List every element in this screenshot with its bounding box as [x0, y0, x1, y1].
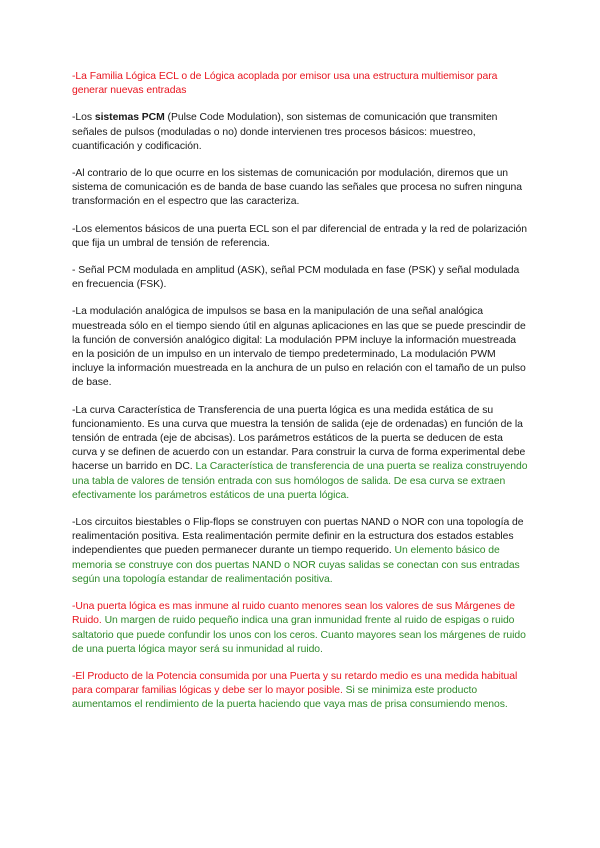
text-segment: -Los elementos básicos de una puerta ECL son el par diferencial de entrada y la red de polarización que fija un umbral de tensión de referencia.: [72, 223, 528, 249]
text-segment: -La Familia Lógica ECL o de Lógica acoplada por emisor usa una estructura multiemisor para generar nuevas entradas: [72, 71, 498, 97]
text-segment-green: Si se minimiza este producto aumentamos el rendimiento de la puerta haciendo que vaya mas de prisa consumiendo menos.: [72, 685, 508, 711]
text-segment-green: Un margen de ruido pequeño indica una gran inmunidad frente al ruido de espigas o ruido saltatorio que puede confundir los unos con los ceros. Cuanto mayores sean los márgenes de ruido de una puerta lógica mayor será su inmunidad al ruido.: [72, 615, 526, 655]
text-segment-green: La Característica de transferencia de una puerta se realiza construyendo una tabla de valores de tensión entrada con sus homólogos de salida. De esa curva se extraen efectivamente los parámetros estáticos de una puerta lógica.: [72, 461, 528, 501]
text-segment: -Los: [72, 112, 95, 124]
paragraph-ecl-elements: [72, 223, 528, 251]
paragraph-power-delay-product: [72, 670, 528, 713]
text-segment: (Pulse Code Modulation), son sistemas de comunicación que transmiten señales de pulsos (moduladas o no) donde intervienen tres procesos básicos: muestreo, cuantificación y codificación.: [72, 112, 498, 152]
paragraph-pcm-systems: [72, 111, 528, 154]
paragraph-noise-margins: [72, 600, 528, 657]
text-segment: - Señal PCM modulada en amplitud (ASK), señal PCM modulada en fase (PSK) y señal modulada en frecuencia (FSK).: [72, 265, 520, 291]
text-segment: -Los circuitos biestables o Flip-flops se construyen con puertas NAND o NOR con una topología de realimentación positiva. Esta realimentación permite definir en la estructura dos estados estables independientes que pueden permanecer durante un tiempo requerido.: [72, 517, 524, 557]
text-segment-red: -El Producto de la Potencia consumida por una Puerta y su retardo medio es una medida habitual para comparar familias lógicas y debe ser lo mayor posible.: [72, 670, 518, 697]
text-segment-red: -Una puerta lógica es mas inmune al ruido cuanto menores sean los valores de sus Márgenes de Ruido.: [72, 601, 516, 627]
paragraph-pcm-modulations: [72, 264, 528, 292]
paragraph-transfer-curve: [72, 404, 528, 503]
text-segment: -La curva Característica de Transferencia de una puerta lógica es una medida estática de su funcionamiento. Es una curva que muestra la tensión de salida (eje de ordenadas) en función de la tensión de entrada (eje de abcisas). Los parámetros estáticos de la puerta se deducen de esta curva y se definen de acuerdo con un estandar. Para construir la curva de forma experimental debe hacerse un barrido en DC.: [72, 404, 526, 473]
text-segment-green: Un elemento básico de memoria se construye con dos puertas NAND o NOR cuyas salidas se conectan con sus entradas según una topología estandar de realimentación positiva.: [72, 545, 520, 585]
paragraph-baseband: [72, 167, 528, 210]
paragraph-flip-flops: [72, 516, 528, 587]
bold-term: sistemas PCM: [94, 112, 165, 124]
text-segment: -La modulación analógica de impulsos se basa en la manipulación de una señal analógica muestreada sólo en el tiempo siendo útil en algunas aplicaciones en las que se puede prescindir de la función de conversión analógico digital: La modulación PPM incluye la información muestreada en la posición de un impulso en un intervalo de tiempo predeterminado, La modulación PWM incluye la información muestreada en la anchura de un pulso en relación con el tamaño de un pulso de base.: [72, 306, 526, 389]
paragraph-analog-pulse-modulation: [72, 305, 528, 390]
paragraph-ecl-multiemisor: [72, 70, 528, 98]
text-segment: -Al contrario de lo que ocurre en los sistemas de comunicación por modulación, diremos que un sistema de comunicación es de banda de base cuando las señales que procesa no sufren ninguna transformación en el espectro que las caracteriza.: [72, 168, 523, 208]
